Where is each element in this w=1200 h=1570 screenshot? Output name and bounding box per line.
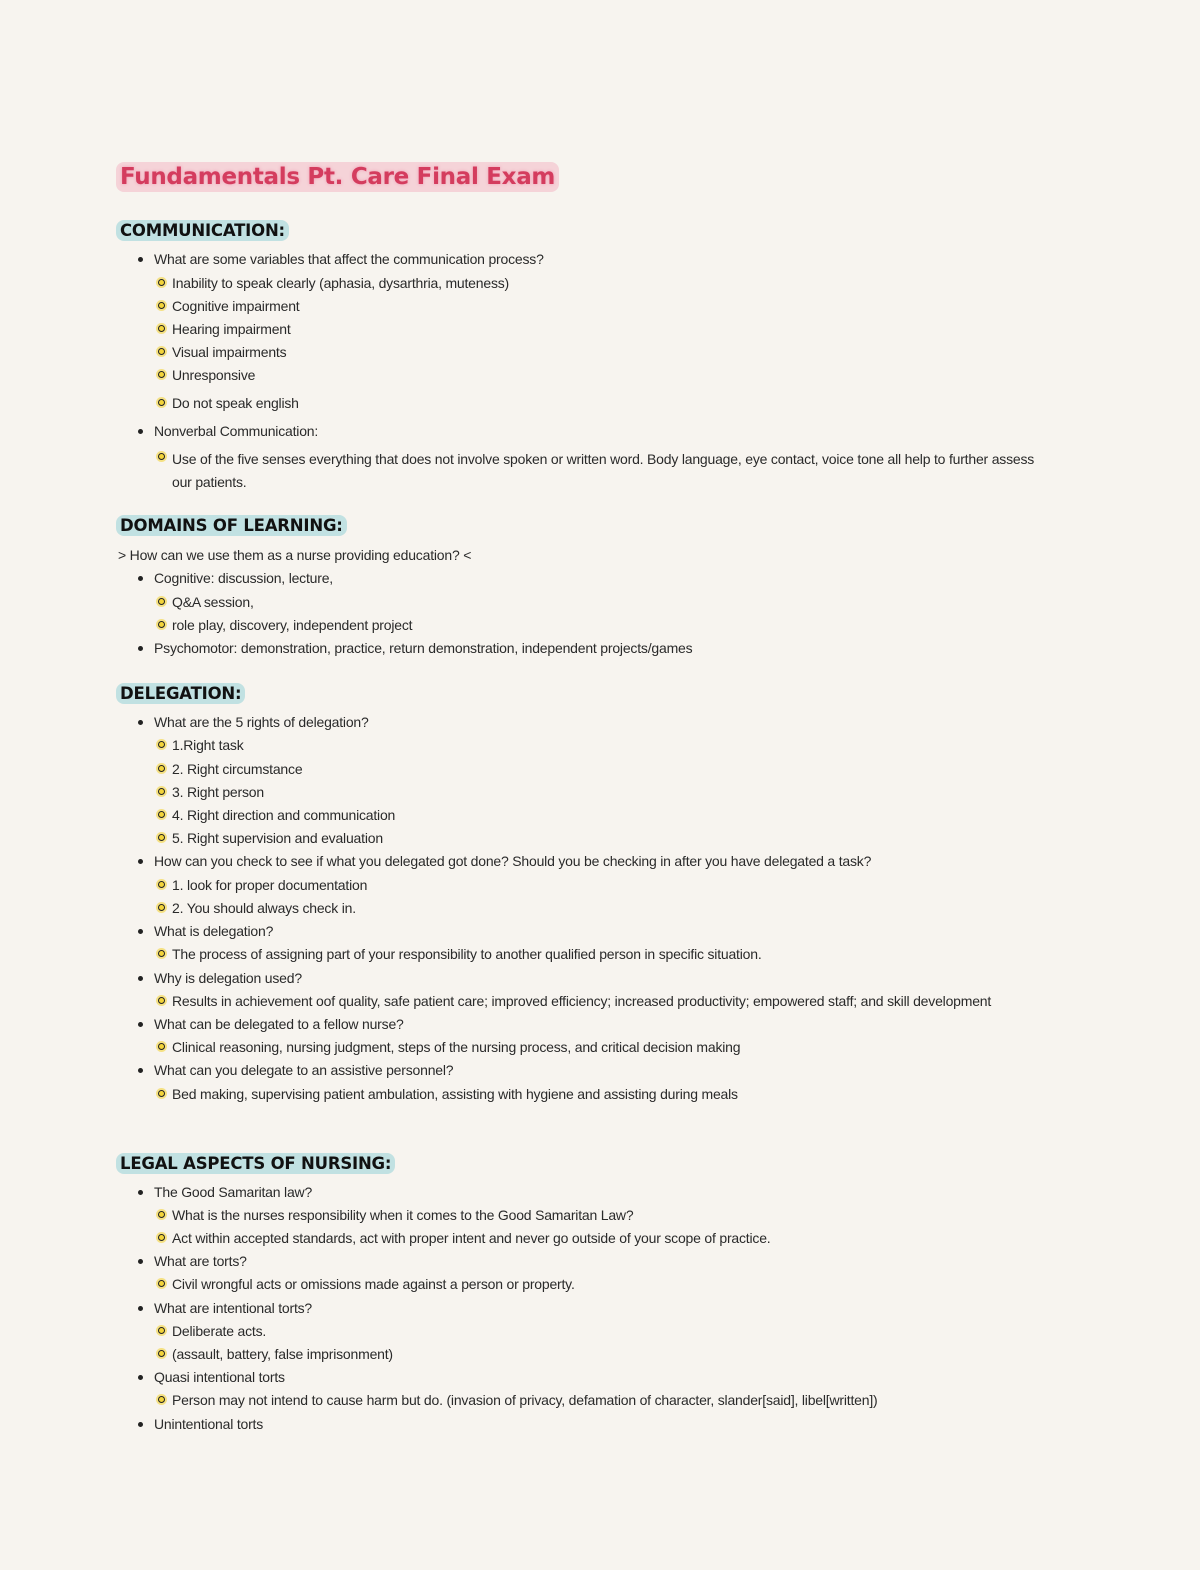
list-item: Quasi intentional torts [136, 1368, 285, 1386]
list-item: 1. look for proper documentation [118, 876, 367, 894]
bullet-ring-icon [158, 950, 165, 957]
bullet-disc-icon [138, 1068, 143, 1073]
list-item: 2. Right circumstance [118, 760, 302, 778]
section-legal [118, 1153, 1078, 1432]
bullet-ring-icon [158, 1396, 165, 1403]
bullet-ring-icon [158, 453, 165, 460]
list-item: What are the 5 rights of delegation? [136, 713, 369, 731]
intro-text: > How can we use them as a nurse providing education? < [118, 547, 472, 563]
section-heading: DELEGATION: [116, 683, 245, 704]
list-item: What can you delegate to an assistive personnel? [136, 1061, 453, 1079]
section-learning [118, 515, 1078, 656]
list-item: Visual impairments [118, 343, 286, 361]
list-item: Results in achievement oof quality, safe patient care; improved efficiency; increased productivity; empowered staff; and skill development [118, 992, 991, 1010]
list-item: Do not speak english [118, 394, 299, 412]
list-item: What can be delegated to a fellow nurse? [136, 1015, 404, 1033]
bullet-ring-icon [158, 904, 165, 911]
bullet-ring-icon [158, 371, 165, 378]
bullet-ring-icon [158, 598, 165, 605]
list-item: The process of assigning part of your responsibility to another qualified person in specific situation. [118, 945, 762, 963]
list-item: Psychomotor: demonstration, practice, return demonstration, independent projects/games [136, 639, 692, 657]
list-item: What are torts? [136, 1252, 247, 1270]
list-item: role play, discovery, independent project [118, 616, 412, 634]
bullet-ring-icon [158, 811, 165, 818]
bullet-ring-icon [158, 302, 165, 309]
list-item: Cognitive: discussion, lecture, [136, 569, 333, 587]
list-item: Civil wrongful acts or omissions made against a person or property. [118, 1275, 575, 1293]
bullet-ring-icon [158, 279, 165, 286]
section-communication: COMMUNICATION: What are some variables that affect the communication process? Inability to speak clearly (aphasia, dysarthria, muteness) Cognitive impairment Hearing impairment Visual impairments Unresponsive Do not speak english Nonverbal Communication: Use of the five senses everything that does not involve spoken or written word. Body language, eye contact, voice tone all help to further assess our patients. [118, 220, 1078, 241]
bullet-disc-icon [138, 929, 143, 934]
list-item: Why is delegation used? [136, 969, 302, 987]
section-delegation [118, 683, 1078, 1102]
list-item: Unresponsive [118, 366, 255, 384]
bullet-disc-icon [138, 1375, 143, 1380]
bullet-disc-icon [138, 429, 143, 434]
bullet-disc-icon [138, 257, 143, 262]
bullet-disc-icon [138, 1259, 143, 1264]
list-item: What is delegation? [136, 922, 273, 940]
bullet-ring-icon [158, 741, 165, 748]
list-item: Deliberate acts. [118, 1322, 266, 1340]
list-item: Cognitive impairment [118, 297, 300, 315]
bullet-ring-icon [158, 1234, 165, 1241]
bullet-disc-icon [138, 1422, 143, 1427]
page-title: Fundamentals Pt. Care Final Exam [116, 162, 559, 192]
bullet-ring-icon [158, 1327, 165, 1334]
bullet-disc-icon [138, 576, 143, 581]
bullet-disc-icon [138, 859, 143, 864]
list-item: (assault, battery, false imprisonment) [118, 1345, 393, 1363]
bullet-ring-icon [158, 765, 165, 772]
list-item: 2. You should always check in. [118, 899, 356, 917]
list-item: Clinical reasoning, nursing judgment, steps of the nursing process, and critical decision making [118, 1038, 740, 1056]
bullet-ring-icon [158, 348, 165, 355]
bullet-ring-icon [158, 399, 165, 406]
bullet-ring-icon [158, 788, 165, 795]
section-heading: COMMUNICATION: [116, 220, 289, 241]
bullet-ring-icon [158, 881, 165, 888]
list-item: 5. Right supervision and evaluation [118, 829, 383, 847]
bullet-ring-icon [158, 997, 165, 1004]
list-item: 1.Right task [118, 736, 244, 754]
bullet-disc-icon [138, 1190, 143, 1195]
list-item: How can you check to see if what you delegated got done? Should you be checking in after you have delegated a task? [136, 852, 871, 870]
bullet-ring-icon [158, 1043, 165, 1050]
bullet-ring-icon [158, 325, 165, 332]
list-item: Q&A session, [118, 593, 254, 611]
list-item: What are intentional torts? [136, 1299, 312, 1317]
bullet-ring-icon [158, 1350, 165, 1357]
bullet-ring-icon [158, 1211, 165, 1218]
bullet-disc-icon [138, 1022, 143, 1027]
bullet-ring-icon [158, 834, 165, 841]
list-item: 4. Right direction and communication [118, 806, 395, 824]
list-item: Unintentional torts [136, 1415, 263, 1433]
bullet-ring-icon [158, 1280, 165, 1287]
bullet-disc-icon [138, 720, 143, 725]
bullet-ring-icon [158, 621, 165, 628]
list-item: Person may not intend to cause harm but do. (invasion of privacy, defamation of character, slander[said], libel[written]) [118, 1391, 877, 1409]
bullet-disc-icon [138, 976, 143, 981]
list-item: Inability to speak clearly (aphasia, dysarthria, muteness) [118, 274, 509, 292]
bullet-disc-icon [138, 646, 143, 651]
list-item: Nonverbal Communication: [136, 422, 318, 440]
list-item: What are some variables that affect the communication process? [136, 250, 544, 268]
bullet-disc-icon [138, 1306, 143, 1311]
list-item: Hearing impairment [118, 320, 291, 338]
section-heading: LEGAL ASPECTS OF NURSING: [116, 1153, 395, 1174]
list-item: Bed making, supervising patient ambulation, assisting with hygiene and assisting during meals [118, 1085, 738, 1103]
bullet-ring-icon [158, 1090, 165, 1097]
list-item: The Good Samaritan law? [136, 1183, 312, 1201]
list-item: Act within accepted standards, act with proper intent and never go outside of your scope of practice. [118, 1229, 771, 1247]
list-item: What is the nurses responsibility when it comes to the Good Samaritan Law? [118, 1206, 633, 1224]
section-heading: DOMAINS OF LEARNING: [116, 515, 347, 536]
list-item: 3. Right person [118, 783, 264, 801]
